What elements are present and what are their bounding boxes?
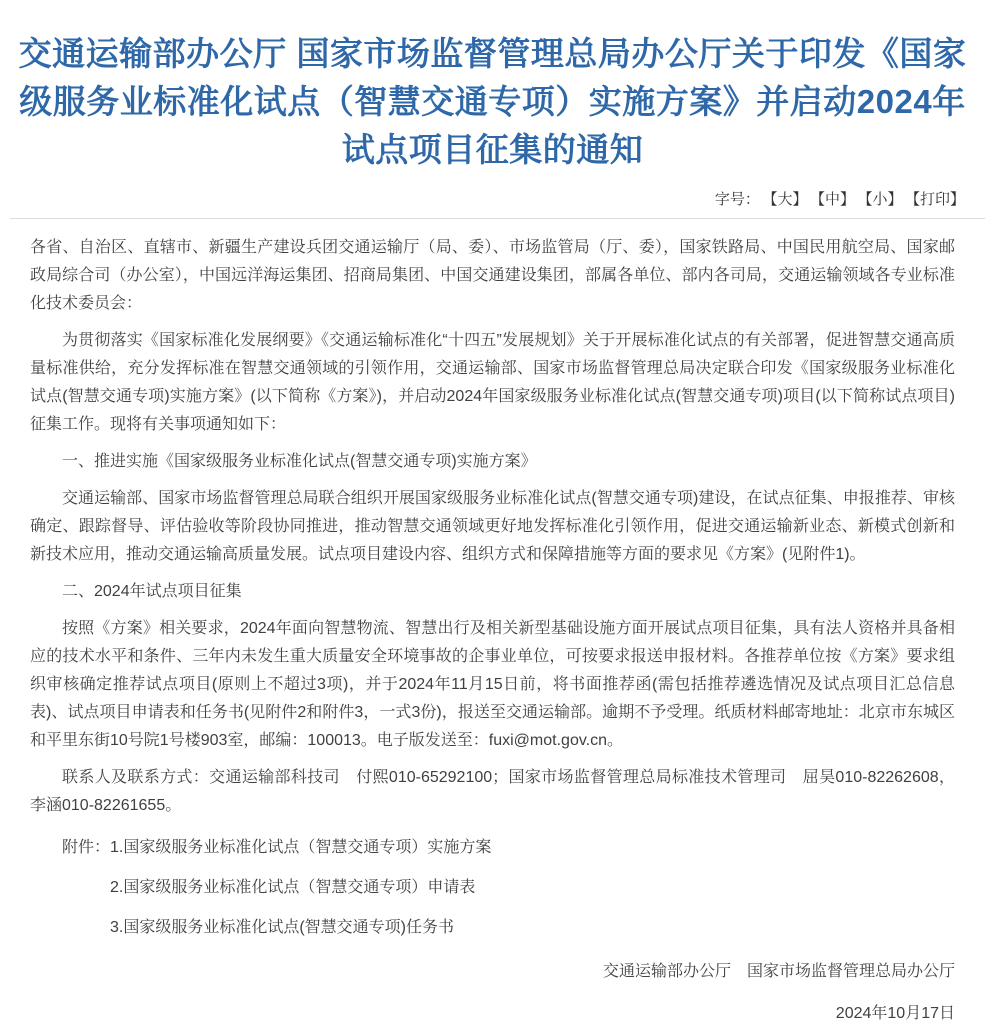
font-size-toolbar [0,174,985,218]
contacts-paragraph: 联系人及联系方式：交通运输部科技司 付熙010-65292100；国家市场监督管理总局标准技术管理司 屈昊010-82262608，李涵010-82261655。 [30,769,955,814]
font-size-large-button[interactable]: 【大】 [769,191,808,208]
section2-heading: 二、2024年试点项目征集 [62,583,242,600]
attachment-row-2 [30,874,955,902]
attachment-row-3 [30,914,955,942]
section1-paragraph: 交通运输部、国家市场监督管理总局联合组织开展国家级服务业标准化试点(智慧交通专项)建设，在试点征集、申报推荐、审核确定、跟踪督导、评估验收等阶段协同推进，推动智慧交通领域更好地发挥标准化引领作用，促进交通运输新业态、新模式创新和新技术应用，推动交通运输高质量发展。试点项目建设内容、组织方式和保障措施等方面的要求见《方案》(见附件1)。 [30,490,955,563]
page-title: 交通运输部办公厅 国家市场监督管理总局办公厅关于印发《国家级服务业标准化试点（智慧交通专项）实施方案》并启动2024年试点项目征集的通知 [18,35,967,168]
issue-date: 2024年10月17日 [835,1005,955,1022]
section1-heading: 一、推进实施《国家级服务业标准化试点(智慧交通专项)实施方案》 [62,453,537,470]
attachments-label: 附件： [62,839,111,856]
section2-paragraph: 按照《方案》相关要求，2024年面向智慧物流、智慧出行及相关新型基础设施方面开展试点项目征集，具有法人资格并具备相应的技术水平和条件、三年内未发生重大质量安全环境事故的企事业单位，可按要求报送申报材料。各推荐单位按《方案》要求组织审核确定推荐试点项目(原则上不超过3项)，并于2024年11月15日前，将书面推荐函(需包括推荐遴选情况及试点项目汇总信息表)、试点项目申请表和任务书(见附件2和附件3，一式3份)，报送至交通运输部。逾期不予受理。纸质材料邮寄地址：北京市东城区和平里东街10号院1号楼903室，邮编：100013。电子版发送至：fuxi@mot.gov.cn。 [30,620,955,749]
notice-page [0,30,985,1022]
attachment-link-2[interactable]: 2.国家级服务业标准化试点（智慧交通专项）申请表 [110,879,476,896]
font-size-medium-button[interactable]: 【中】 [817,191,855,208]
notice-body [0,219,985,1028]
issuing-offices: 交通运输部办公厅 国家市场监督管理总局办公厅 [602,963,955,980]
addressees-paragraph: 各省、自治区、直辖市、新疆生产建设兵团交通运输厅（局、委）、市场监管局（厅、委），国家铁路局、中国民用航空局、国家邮政局综合司（办公室），中国远洋海运集团、招商局集团、中国交通建设集团，部属各单位、部内各司局，交通运输领域各专业标准化技术委员会： [30,239,955,312]
attachment-link-1[interactable]: 1.国家级服务业标准化试点（智慧交通专项）实施方案 [110,839,492,856]
attachments-paragraph [30,834,955,862]
font-size-small-button[interactable]: 【小】 [864,191,903,208]
print-button[interactable]: 【打印】 [912,191,965,208]
intro-paragraph: 为贯彻落实《国家标准化发展纲要》《交通运输标准化“十四五”发展规划》关于开展标准化试点的有关部署，促进智慧交通高质量标准供给，充分发挥标准在智慧交通领域的引领作用，交通运输部、国家市场监督管理总局决定联合印发《国家级服务业标准化试点(智慧交通专项)实施方案》(以下简称《方案》)，并启动2024年国家级服务业标准化试点(智慧交通专项)项目(以下简称试点项目)征集工作。现将有关事项通知如下： [30,332,955,433]
font-size-label: 字号： [714,191,760,208]
attachment-link-3[interactable]: 3.国家级服务业标准化试点(智慧交通专项)任务书 [110,919,455,936]
